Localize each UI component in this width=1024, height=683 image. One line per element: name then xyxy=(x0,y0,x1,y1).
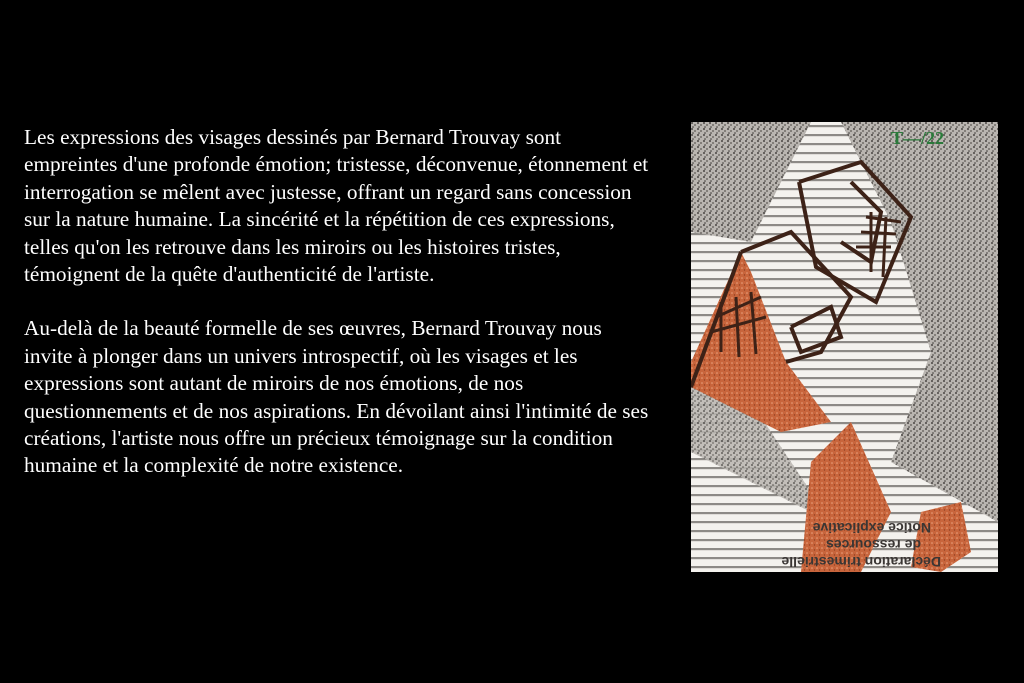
svg-text:de ressources: de ressources xyxy=(826,537,921,553)
paragraph-introspection: Au-delà de la beauté formelle de ses œuvres, Bernard Trouvay nous invite à plonger dans un univers introspectif, où les visages et les expressions sont autant de miroirs de nos émotions, de nos questionnements et de nos aspirations. En dévoilant ainsi l'intimité de ses créations, l'artiste nous offre un précieux témoignage sur la condition humaine et la complexité de notre existence. xyxy=(24,316,649,478)
svg-text:Déclaration trimestrielle: Déclaration trimestrielle xyxy=(781,554,941,570)
artist-signature: T—/22 xyxy=(891,128,945,148)
paragraph-emotions: Les expressions des visages dessinés par Bernard Trouvay sont empreintes d'une profonde émotion; tristesse, déconvenue, étonnement et interrogation se mêlent avec justesse, offrant un regard sans concession sur la nature humaine. La sincérité et la répétition de ces expressions, telles qu'on les retrouve dans les miroirs ou les histoires tristes, témoignent de la quête d'authenticité de l'artiste. xyxy=(24,125,649,287)
svg-text:Notice explicative: Notice explicative xyxy=(812,520,931,536)
artwork-image xyxy=(691,122,998,572)
artwork-drawing xyxy=(691,122,998,572)
article-text xyxy=(24,124,654,507)
